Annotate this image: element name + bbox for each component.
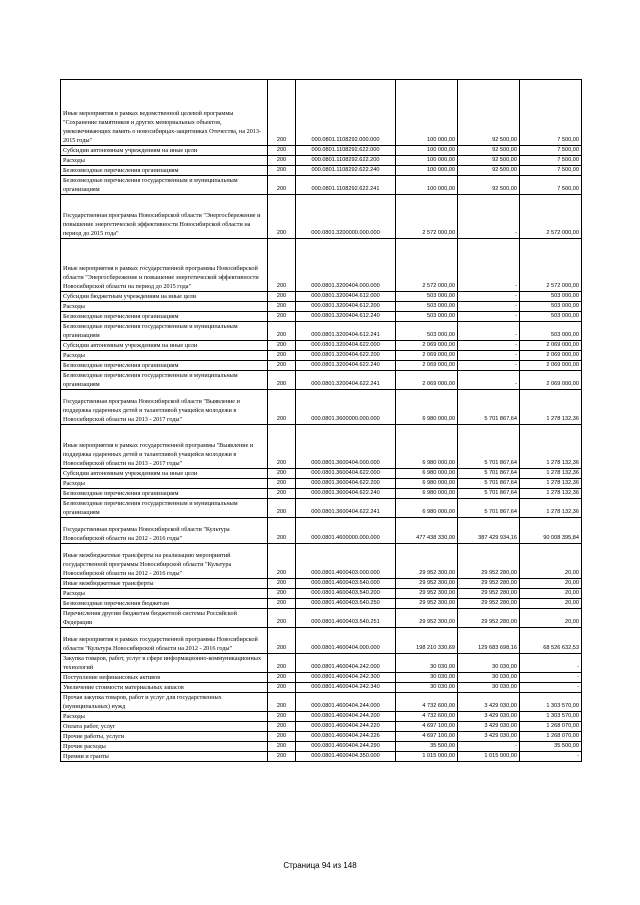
- row-code-cell: 000.0801.3600000.000.000: [296, 390, 396, 425]
- row-plan-cell: 1 015 000,00: [396, 752, 458, 762]
- table-row: [61, 176, 582, 195]
- row-kvr-cell: 200: [268, 752, 296, 762]
- row-code-cell: 000.0801.3200404.000.000: [296, 239, 396, 292]
- row-done-cell: -: [458, 312, 520, 322]
- table-row: [61, 479, 582, 489]
- row-code-cell: 000.0801.3200404.622.240: [296, 361, 396, 371]
- row-kvr-cell: 200: [268, 589, 296, 599]
- row-rest-cell: 20,00: [520, 579, 582, 589]
- row-done-cell: 30 030,00: [458, 654, 520, 673]
- row-done-cell: 29 952 280,00: [458, 609, 520, 628]
- row-name-cell: Безвозмездные перечисления организациям: [61, 166, 268, 176]
- row-name-cell: Перечисления другим бюджетам бюджетной системы Российской Федерации: [61, 609, 268, 628]
- row-name-cell: Субсидии автономным учреждениям на иные цели: [61, 341, 268, 351]
- row-done-cell: -: [458, 239, 520, 292]
- row-plan-cell: 6 980 000,00: [396, 479, 458, 489]
- row-kvr-cell: 200: [268, 683, 296, 693]
- row-kvr-cell: 200: [268, 156, 296, 166]
- row-done-cell: -: [458, 292, 520, 302]
- row-kvr-cell: 200: [268, 292, 296, 302]
- row-code-cell: 000.0801.3200404.612.240: [296, 312, 396, 322]
- row-name-cell: Расходы: [61, 479, 268, 489]
- row-code-cell: 000.0801.1108292.622.200: [296, 156, 396, 166]
- row-done-cell: 92 500,00: [458, 146, 520, 156]
- row-code-cell: 000.0801.3200404.622.000: [296, 341, 396, 351]
- row-name-cell: Иные мероприятия в рамках ведомственной целевой программы "Сохранение памятников и других мемориальных объектов, увековечивающих память о новосибирцах-защитниках Отечества, на 2013-2015 годы": [61, 80, 268, 146]
- table-row: [61, 599, 582, 609]
- row-rest-cell: 503 000,00: [520, 292, 582, 302]
- row-code-cell: 000.0801.3600404.622.000: [296, 469, 396, 479]
- row-name-cell: Иные межбюджетные трансферты: [61, 579, 268, 589]
- row-kvr-cell: 200: [268, 742, 296, 752]
- table-row: [61, 489, 582, 499]
- row-done-cell: 92 500,00: [458, 176, 520, 195]
- row-done-cell: 5 701 867,64: [458, 479, 520, 489]
- row-kvr-cell: 200: [268, 390, 296, 425]
- row-done-cell: 29 952 280,00: [458, 544, 520, 579]
- row-plan-cell: 4 732 600,00: [396, 693, 458, 712]
- row-plan-cell: 100 000,00: [396, 156, 458, 166]
- row-done-cell: -: [458, 341, 520, 351]
- row-kvr-cell: 200: [268, 322, 296, 341]
- row-rest-cell: 1 268 070,00: [520, 722, 582, 732]
- row-rest-cell: 1 303 570,00: [520, 693, 582, 712]
- row-name-cell: Государственная программа Новосибирской области "Культура Новосибирской области на 2012 - 2016 годы": [61, 518, 268, 544]
- row-plan-cell: 503 000,00: [396, 322, 458, 341]
- row-name-cell: Субсидии автономным учреждениям на иные цели: [61, 146, 268, 156]
- row-name-cell: Прочие расходы: [61, 742, 268, 752]
- row-code-cell: 000.0801.4600000.000.000: [296, 518, 396, 544]
- row-rest-cell: 7 500,00: [520, 176, 582, 195]
- row-name-cell: Прочие работы, услуги: [61, 732, 268, 742]
- row-name-cell: Безвозмездные перечисления организациям: [61, 489, 268, 499]
- row-plan-cell: 4 732 600,00: [396, 712, 458, 722]
- row-rest-cell: -: [520, 683, 582, 693]
- row-plan-cell: 30 030,00: [396, 654, 458, 673]
- row-done-cell: 129 683 698,16: [458, 628, 520, 654]
- table-row: [61, 654, 582, 673]
- row-done-cell: -: [458, 195, 520, 239]
- row-done-cell: -: [458, 742, 520, 752]
- row-kvr-cell: 200: [268, 351, 296, 361]
- row-code-cell: 000.0801.4600404.244.000: [296, 693, 396, 712]
- table-row: [61, 80, 582, 146]
- row-kvr-cell: 200: [268, 499, 296, 518]
- row-plan-cell: 6 980 000,00: [396, 425, 458, 469]
- row-plan-cell: 2 069 000,00: [396, 361, 458, 371]
- row-code-cell: 000.0801.1108292.622.241: [296, 176, 396, 195]
- row-plan-cell: 503 000,00: [396, 312, 458, 322]
- row-name-cell: Безвозмездные перечисления организациям: [61, 361, 268, 371]
- row-name-cell: Расходы: [61, 302, 268, 312]
- table-row: [61, 156, 582, 166]
- row-rest-cell: 503 000,00: [520, 322, 582, 341]
- row-code-cell: 000.0801.4600404.242.300: [296, 673, 396, 683]
- row-kvr-cell: 200: [268, 599, 296, 609]
- row-kvr-cell: 200: [268, 146, 296, 156]
- table-row: [61, 302, 582, 312]
- row-kvr-cell: 200: [268, 722, 296, 732]
- row-done-cell: 92 500,00: [458, 80, 520, 146]
- row-code-cell: 000.0801.3600404.000.000: [296, 425, 396, 469]
- row-done-cell: 3 429 030,00: [458, 732, 520, 742]
- row-rest-cell: 1 278 132,36: [520, 469, 582, 479]
- row-rest-cell: 2 069 000,00: [520, 361, 582, 371]
- table-row: [61, 732, 582, 742]
- table-row: [61, 312, 582, 322]
- row-done-cell: 5 701 867,64: [458, 499, 520, 518]
- row-kvr-cell: 200: [268, 673, 296, 683]
- row-kvr-cell: 200: [268, 489, 296, 499]
- table-row: [61, 742, 582, 752]
- row-kvr-cell: 200: [268, 195, 296, 239]
- row-rest-cell: -: [520, 673, 582, 683]
- row-rest-cell: 1 278 132,36: [520, 489, 582, 499]
- row-kvr-cell: 200: [268, 425, 296, 469]
- row-done-cell: 29 952 280,00: [458, 579, 520, 589]
- row-name-cell: Расходы: [61, 156, 268, 166]
- table-row: [61, 195, 582, 239]
- row-done-cell: 387 429 934,16: [458, 518, 520, 544]
- row-code-cell: 000.0801.4600404.244.200: [296, 712, 396, 722]
- row-done-cell: 5 701 867,64: [458, 469, 520, 479]
- row-code-cell: 000.0801.4600404.000.000: [296, 628, 396, 654]
- table-row: [61, 425, 582, 469]
- row-code-cell: 000.0801.1108292.622.000: [296, 146, 396, 156]
- row-name-cell: Расходы: [61, 712, 268, 722]
- row-plan-cell: 2 572 000,00: [396, 239, 458, 292]
- row-done-cell: 3 429 030,00: [458, 693, 520, 712]
- row-name-cell: Увеличение стоимости материальных запасов: [61, 683, 268, 693]
- row-name-cell: Безвозмездные перечисления государственным и муниципальным организациям: [61, 176, 268, 195]
- table-row: [61, 351, 582, 361]
- budget-table: [60, 79, 582, 762]
- table-row: [61, 239, 582, 292]
- row-rest-cell: 7 500,00: [520, 80, 582, 146]
- row-kvr-cell: 200: [268, 479, 296, 489]
- row-name-cell: Государственная программа Новосибирской области "Энергосбережение и повышение энергетической эффективности Новосибирской области на период до 2015 года": [61, 195, 268, 239]
- row-code-cell: 000.0801.4600403.000.000: [296, 544, 396, 579]
- row-name-cell: Безвозмездные перечисления организациям: [61, 312, 268, 322]
- row-kvr-cell: 200: [268, 609, 296, 628]
- table-row: [61, 469, 582, 479]
- row-name-cell: Иные мероприятия в рамках государственной программы Новосибирской области "Энергосбережение и повышение энергетической эффективности Новосибирской области на период до 2015 года": [61, 239, 268, 292]
- row-plan-cell: 4 697 100,00: [396, 722, 458, 732]
- row-done-cell: -: [458, 302, 520, 312]
- row-plan-cell: 6 980 000,00: [396, 499, 458, 518]
- row-done-cell: 1 015 000,00: [458, 752, 520, 762]
- row-name-cell: Субсидии автономным учреждениям на иные цели: [61, 469, 268, 479]
- row-code-cell: 000.0801.4600403.540.251: [296, 609, 396, 628]
- row-rest-cell: 20,00: [520, 609, 582, 628]
- row-rest-cell: 1 278 132,36: [520, 479, 582, 489]
- row-code-cell: 000.0801.3600404.622.200: [296, 479, 396, 489]
- row-plan-cell: 4 697 100,00: [396, 732, 458, 742]
- row-plan-cell: 477 438 330,00: [396, 518, 458, 544]
- row-plan-cell: 198 210 330,69: [396, 628, 458, 654]
- row-rest-cell: 20,00: [520, 589, 582, 599]
- table-row: [61, 579, 582, 589]
- row-kvr-cell: 200: [268, 361, 296, 371]
- row-plan-cell: 6 980 000,00: [396, 390, 458, 425]
- row-code-cell: 000.0801.4600403.540.000: [296, 579, 396, 589]
- row-code-cell: 000.0801.4600404.244.290: [296, 742, 396, 752]
- row-rest-cell: 1 278 132,36: [520, 499, 582, 518]
- row-done-cell: 30 030,00: [458, 673, 520, 683]
- row-done-cell: 5 701 867,64: [458, 390, 520, 425]
- row-rest-cell: 68 526 632,53: [520, 628, 582, 654]
- row-rest-cell: 2 572 000,00: [520, 195, 582, 239]
- row-kvr-cell: 200: [268, 712, 296, 722]
- row-plan-cell: 100 000,00: [396, 166, 458, 176]
- row-done-cell: 29 952 280,00: [458, 589, 520, 599]
- table-row: [61, 628, 582, 654]
- row-rest-cell: 1 303 570,00: [520, 712, 582, 722]
- row-kvr-cell: 200: [268, 239, 296, 292]
- table-row: [61, 589, 582, 599]
- row-code-cell: 000.0801.3200404.622.241: [296, 371, 396, 390]
- row-kvr-cell: 200: [268, 176, 296, 195]
- row-kvr-cell: 200: [268, 469, 296, 479]
- row-code-cell: 000.0801.4600404.244.220: [296, 722, 396, 732]
- table-row: [61, 361, 582, 371]
- row-code-cell: 000.0801.3200404.612.000: [296, 292, 396, 302]
- row-plan-cell: 6 980 000,00: [396, 469, 458, 479]
- row-kvr-cell: 200: [268, 544, 296, 579]
- row-done-cell: -: [458, 371, 520, 390]
- row-code-cell: 000.0801.3200000.000.000: [296, 195, 396, 239]
- row-name-cell: Расходы: [61, 351, 268, 361]
- row-name-cell: Расходы: [61, 589, 268, 599]
- row-kvr-cell: 200: [268, 302, 296, 312]
- row-name-cell: Премии и гранты: [61, 752, 268, 762]
- row-done-cell: -: [458, 361, 520, 371]
- row-rest-cell: 7 500,00: [520, 156, 582, 166]
- row-rest-cell: 2 069 000,00: [520, 371, 582, 390]
- table-row: [61, 544, 582, 579]
- row-rest-cell: 1 278 132,36: [520, 390, 582, 425]
- row-code-cell: 000.0801.3200404.612.200: [296, 302, 396, 312]
- row-done-cell: 5 701 867,64: [458, 425, 520, 469]
- row-plan-cell: 2 069 000,00: [396, 341, 458, 351]
- row-plan-cell: 100 000,00: [396, 146, 458, 156]
- budget-table-body: [61, 80, 582, 762]
- table-row: [61, 146, 582, 156]
- row-plan-cell: 29 952 300,00: [396, 579, 458, 589]
- table-row: [61, 722, 582, 732]
- table-row: [61, 166, 582, 176]
- row-name-cell: Оплата работ, услуг: [61, 722, 268, 732]
- row-code-cell: 000.0801.4600404.242.000: [296, 654, 396, 673]
- row-rest-cell: -: [520, 654, 582, 673]
- row-plan-cell: 6 980 000,00: [396, 489, 458, 499]
- row-plan-cell: 29 952 300,00: [396, 609, 458, 628]
- row-rest-cell: -: [520, 752, 582, 762]
- row-name-cell: Закупка товаров, работ, услуг в сфере информационно-коммуникационных технологий: [61, 654, 268, 673]
- row-kvr-cell: 200: [268, 628, 296, 654]
- row-name-cell: Иные межбюджетные трансферты на реализацию мероприятий государственной программы Новосибирской области "Культура Новосибирской области на 2012 - 2016 годы": [61, 544, 268, 579]
- row-name-cell: Иные мероприятия в рамках государственной программы "Выявление и поддержка одаренных детей и талантливой учащейся молодежи в Новосибирской области на 2013 - 2017 годы": [61, 425, 268, 469]
- row-rest-cell: 2 572 000,00: [520, 239, 582, 292]
- row-rest-cell: 2 069 000,00: [520, 351, 582, 361]
- row-rest-cell: 7 500,00: [520, 146, 582, 156]
- table-row: [61, 683, 582, 693]
- row-kvr-cell: 200: [268, 518, 296, 544]
- row-rest-cell: 2 069 000,00: [520, 341, 582, 351]
- row-plan-cell: 29 952 300,00: [396, 599, 458, 609]
- row-code-cell: 000.0801.4600403.540.200: [296, 589, 396, 599]
- row-kvr-cell: 200: [268, 693, 296, 712]
- row-plan-cell: 503 000,00: [396, 302, 458, 312]
- table-row: [61, 518, 582, 544]
- page-number-footer: Страница 94 из 148: [283, 861, 357, 870]
- row-name-cell: Поступление нефинансовых активов: [61, 673, 268, 683]
- row-kvr-cell: 200: [268, 371, 296, 390]
- table-row: [61, 609, 582, 628]
- row-rest-cell: 90 008 395,84: [520, 518, 582, 544]
- row-done-cell: -: [458, 322, 520, 341]
- row-name-cell: Субсидии бюджетным учреждениям на иные цели: [61, 292, 268, 302]
- row-kvr-cell: 200: [268, 654, 296, 673]
- row-code-cell: 000.0801.1108292.622.240: [296, 166, 396, 176]
- row-name-cell: Безвозмездные перечисления бюджетам: [61, 599, 268, 609]
- row-rest-cell: 1 278 132,36: [520, 425, 582, 469]
- row-code-cell: 000.0801.4600404.244.226: [296, 732, 396, 742]
- table-row: [61, 693, 582, 712]
- row-plan-cell: 29 952 300,00: [396, 589, 458, 599]
- row-plan-cell: 100 000,00: [396, 176, 458, 195]
- row-rest-cell: 1 268 070,00: [520, 732, 582, 742]
- row-rest-cell: 20,00: [520, 599, 582, 609]
- row-plan-cell: 2 069 000,00: [396, 371, 458, 390]
- table-row: [61, 292, 582, 302]
- row-name-cell: Безвозмездные перечисления государственным и муниципальным организациям: [61, 499, 268, 518]
- table-row: [61, 712, 582, 722]
- row-done-cell: 29 952 280,00: [458, 599, 520, 609]
- table-row: [61, 752, 582, 762]
- row-rest-cell: 35 500,00: [520, 742, 582, 752]
- row-plan-cell: 503 000,00: [396, 292, 458, 302]
- row-rest-cell: 20,00: [520, 544, 582, 579]
- row-code-cell: 000.0801.3200404.612.241: [296, 322, 396, 341]
- row-plan-cell: 100 000,00: [396, 80, 458, 146]
- row-done-cell: 92 500,00: [458, 156, 520, 166]
- row-kvr-cell: 200: [268, 341, 296, 351]
- row-name-cell: Прочая закупка товаров, работ и услуг для государственных (муниципальных) нужд: [61, 693, 268, 712]
- row-plan-cell: 30 030,00: [396, 683, 458, 693]
- row-plan-cell: 29 952 300,00: [396, 544, 458, 579]
- row-done-cell: 3 429 030,00: [458, 722, 520, 732]
- row-plan-cell: 2 069 000,00: [396, 351, 458, 361]
- table-row: [61, 371, 582, 390]
- row-name-cell: Государственная программа Новосибирской области "Выявление и поддержка одаренных детей и талантливой учащейся молодежи в Новосибирской области на 2013 - 2017 годы": [61, 390, 268, 425]
- row-name-cell: Безвозмездные перечисления государственным и муниципальным организациям: [61, 371, 268, 390]
- row-code-cell: 000.0801.3600404.622.240: [296, 489, 396, 499]
- table-row: [61, 499, 582, 518]
- row-done-cell: 92 500,00: [458, 166, 520, 176]
- row-plan-cell: 30 030,00: [396, 673, 458, 683]
- row-code-cell: 000.0801.4600404.350.000: [296, 752, 396, 762]
- row-code-cell: 000.0801.1108292.000.000: [296, 80, 396, 146]
- row-name-cell: Безвозмездные перечисления государственным и муниципальным организациям: [61, 322, 268, 341]
- table-row: [61, 673, 582, 683]
- row-rest-cell: 503 000,00: [520, 312, 582, 322]
- row-done-cell: -: [458, 351, 520, 361]
- row-code-cell: 000.0801.3600404.622.241: [296, 499, 396, 518]
- row-name-cell: Иные мероприятия в рамках государственной программы Новосибирской области "Культура Новосибирской области на 2012 - 2016 годы": [61, 628, 268, 654]
- row-kvr-cell: 200: [268, 579, 296, 589]
- row-kvr-cell: 200: [268, 732, 296, 742]
- table-row: [61, 341, 582, 351]
- row-rest-cell: 503 000,00: [520, 302, 582, 312]
- row-plan-cell: 35 500,00: [396, 742, 458, 752]
- table-row: [61, 322, 582, 341]
- row-code-cell: 000.0801.4600403.540.250: [296, 599, 396, 609]
- row-rest-cell: 7 500,00: [520, 166, 582, 176]
- row-kvr-cell: 200: [268, 166, 296, 176]
- row-done-cell: 30 030,00: [458, 683, 520, 693]
- row-plan-cell: 2 572 000,00: [396, 195, 458, 239]
- row-code-cell: 000.0801.3200404.622.200: [296, 351, 396, 361]
- row-done-cell: 5 701 867,64: [458, 489, 520, 499]
- row-kvr-cell: 200: [268, 312, 296, 322]
- table-row: [61, 390, 582, 425]
- row-kvr-cell: 200: [268, 80, 296, 146]
- row-done-cell: 3 429 030,00: [458, 712, 520, 722]
- row-code-cell: 000.0801.4600404.242.340: [296, 683, 396, 693]
